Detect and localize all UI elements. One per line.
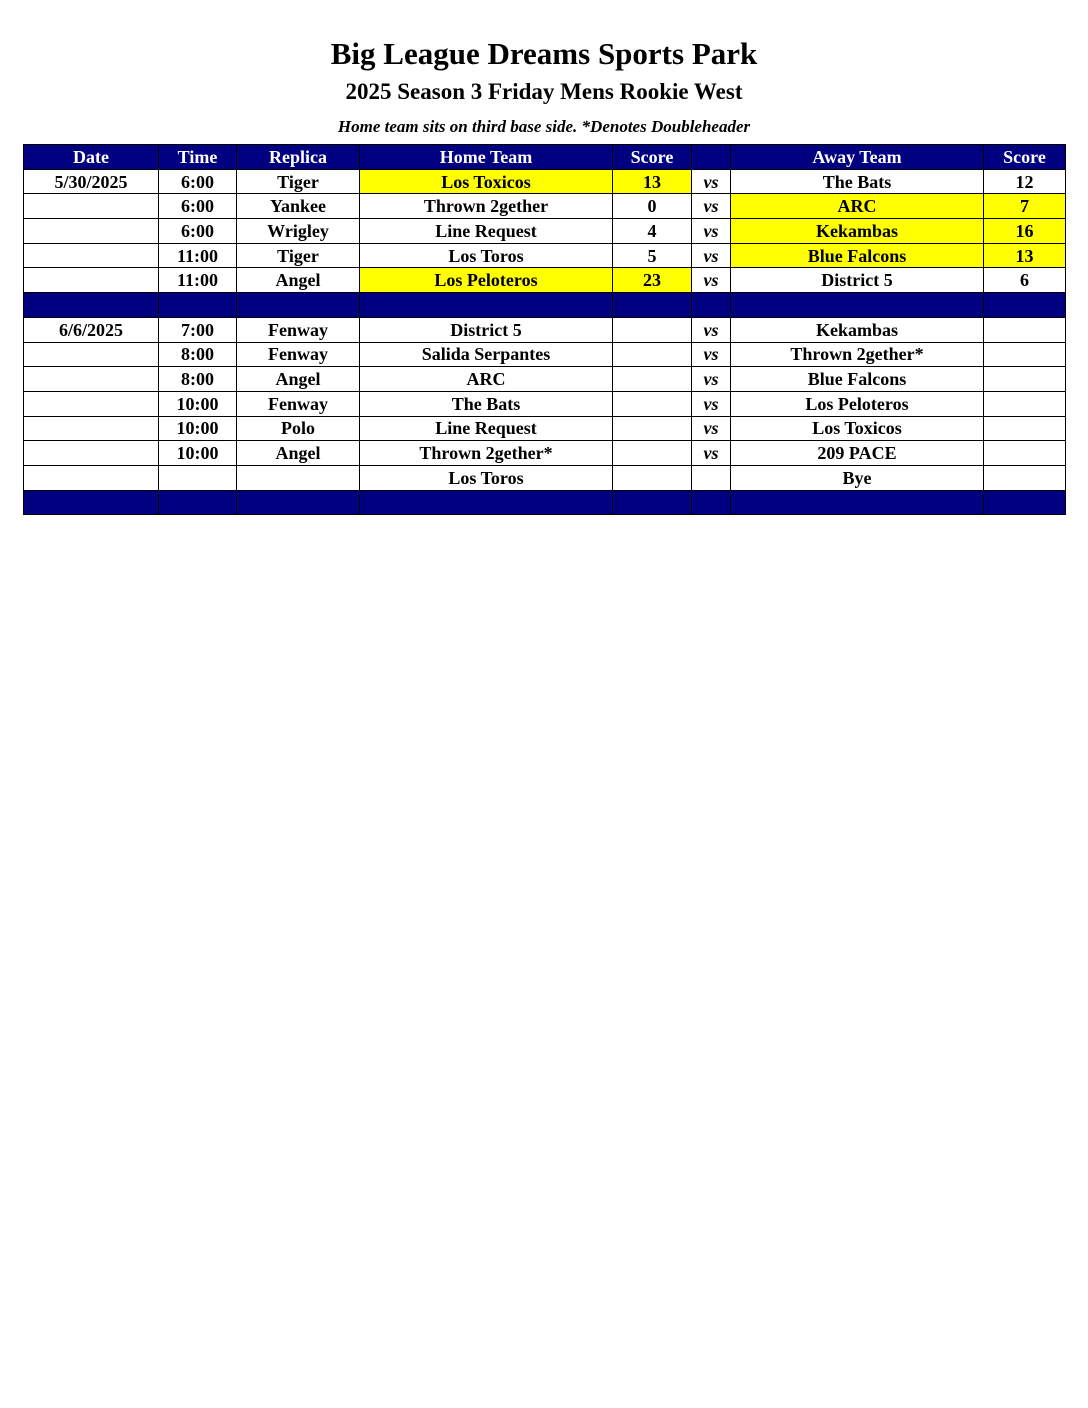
separator-cell <box>613 490 692 515</box>
cell-replica: Polo <box>237 416 360 441</box>
separator-cell <box>360 293 613 318</box>
cell-home-team: ARC <box>360 367 613 392</box>
cell-away-score <box>984 367 1066 392</box>
cell-home-score: 4 <box>613 219 692 244</box>
header-away-score: Score <box>984 145 1066 170</box>
separator-cell <box>613 293 692 318</box>
cell-home-score: 13 <box>613 169 692 194</box>
separator-cell <box>159 293 237 318</box>
cell-home-score <box>613 465 692 490</box>
cell-away-team: Thrown 2gether* <box>731 342 984 367</box>
cell-time: 8:00 <box>159 367 237 392</box>
cell-away-score <box>984 416 1066 441</box>
cell-away-score <box>984 342 1066 367</box>
cell-home-team: Salida Serpantes <box>360 342 613 367</box>
cell-home-score <box>613 342 692 367</box>
cell-date <box>24 342 159 367</box>
cell-vs: vs <box>692 391 731 416</box>
cell-vs: vs <box>692 194 731 219</box>
cell-home-team: Line Request <box>360 219 613 244</box>
cell-time: 11:00 <box>159 243 237 268</box>
separator-cell <box>692 293 731 318</box>
header-home-team: Home Team <box>360 145 613 170</box>
cell-date <box>24 194 159 219</box>
table-row <box>24 194 1066 219</box>
separator-cell <box>731 490 984 515</box>
cell-vs: vs <box>692 219 731 244</box>
cell-vs: vs <box>692 169 731 194</box>
cell-vs: vs <box>692 243 731 268</box>
header-home-score: Score <box>613 145 692 170</box>
separator-row <box>24 293 1066 318</box>
cell-date <box>24 416 159 441</box>
cell-time: 10:00 <box>159 416 237 441</box>
cell-away-score <box>984 391 1066 416</box>
cell-replica: Fenway <box>237 391 360 416</box>
cell-time: 8:00 <box>159 342 237 367</box>
cell-away-team: Blue Falcons <box>731 243 984 268</box>
cell-away-score: 7 <box>984 194 1066 219</box>
table-row <box>24 268 1066 293</box>
separator-cell <box>24 490 159 515</box>
schedule-body <box>24 169 1066 515</box>
table-row <box>24 317 1066 342</box>
cell-away-score: 12 <box>984 169 1066 194</box>
cell-replica: Angel <box>237 367 360 392</box>
cell-replica: Wrigley <box>237 219 360 244</box>
cell-home-team: Los Toxicos <box>360 169 613 194</box>
cell-away-team: District 5 <box>731 268 984 293</box>
schedule-table <box>23 144 1066 515</box>
table-row <box>24 416 1066 441</box>
separator-cell <box>24 293 159 318</box>
header-replica: Replica <box>237 145 360 170</box>
cell-date <box>24 391 159 416</box>
cell-home-team: Los Toros <box>360 465 613 490</box>
table-row <box>24 219 1066 244</box>
separator-cell <box>360 490 613 515</box>
cell-vs: vs <box>692 416 731 441</box>
cell-home-team: Thrown 2gether <box>360 194 613 219</box>
page-title: Big League Dreams Sports Park <box>330 36 758 71</box>
separator-row <box>24 490 1066 515</box>
cell-home-score <box>613 367 692 392</box>
cell-replica <box>237 465 360 490</box>
header-vs <box>692 145 731 170</box>
separator-cell <box>731 293 984 318</box>
cell-away-team: Bye <box>731 465 984 490</box>
cell-date <box>24 219 159 244</box>
cell-replica: Fenway <box>237 317 360 342</box>
cell-away-team: Kekambas <box>731 317 984 342</box>
separator-cell <box>237 490 360 515</box>
cell-home-team: Thrown 2gether* <box>360 441 613 466</box>
cell-time: 6:00 <box>159 219 237 244</box>
table-row <box>24 367 1066 392</box>
cell-away-team: Kekambas <box>731 219 984 244</box>
cell-vs <box>692 465 731 490</box>
cell-home-team: The Bats <box>360 391 613 416</box>
separator-cell <box>159 490 237 515</box>
cell-home-score <box>613 391 692 416</box>
cell-away-team: Blue Falcons <box>731 367 984 392</box>
cell-replica: Tiger <box>237 169 360 194</box>
table-row <box>24 243 1066 268</box>
table-row <box>24 391 1066 416</box>
cell-replica: Angel <box>237 268 360 293</box>
cell-home-team: Line Request <box>360 416 613 441</box>
cell-home-team: Los Peloteros <box>360 268 613 293</box>
separator-cell <box>692 490 731 515</box>
cell-vs: vs <box>692 268 731 293</box>
cell-vs: vs <box>692 317 731 342</box>
cell-away-score <box>984 465 1066 490</box>
cell-time: 10:00 <box>159 391 237 416</box>
cell-date: 5/30/2025 <box>24 169 159 194</box>
cell-home-team: District 5 <box>360 317 613 342</box>
cell-replica: Fenway <box>237 342 360 367</box>
header-date: Date <box>24 145 159 170</box>
cell-time: 10:00 <box>159 441 237 466</box>
header-away-team: Away Team <box>731 145 984 170</box>
table-header-row <box>24 145 1066 170</box>
cell-home-score <box>613 416 692 441</box>
cell-date <box>24 441 159 466</box>
cell-away-team: The Bats <box>731 169 984 194</box>
table-row <box>24 169 1066 194</box>
cell-vs: vs <box>692 342 731 367</box>
cell-away-score: 13 <box>984 243 1066 268</box>
cell-replica: Tiger <box>237 243 360 268</box>
cell-away-score: 16 <box>984 219 1066 244</box>
cell-time: 6:00 <box>159 194 237 219</box>
cell-home-score <box>613 317 692 342</box>
table-row <box>24 342 1066 367</box>
cell-replica: Yankee <box>237 194 360 219</box>
cell-time: 6:00 <box>159 169 237 194</box>
cell-time <box>159 465 237 490</box>
cell-away-team: ARC <box>731 194 984 219</box>
header-time: Time <box>159 145 237 170</box>
cell-vs: vs <box>692 441 731 466</box>
doubleheader-note: Home team sits on third base side. *Denotes Doubleheader <box>337 117 751 136</box>
cell-time: 11:00 <box>159 268 237 293</box>
cell-away-score: 6 <box>984 268 1066 293</box>
cell-home-score: 0 <box>613 194 692 219</box>
separator-cell <box>984 293 1066 318</box>
cell-date <box>24 268 159 293</box>
cell-date: 6/6/2025 <box>24 317 159 342</box>
cell-away-score <box>984 441 1066 466</box>
cell-date <box>24 367 159 392</box>
cell-home-team: Los Toros <box>360 243 613 268</box>
separator-cell <box>984 490 1066 515</box>
separator-cell <box>237 293 360 318</box>
cell-replica: Angel <box>237 441 360 466</box>
cell-vs: vs <box>692 367 731 392</box>
table-row <box>24 441 1066 466</box>
page-subtitle: 2025 Season 3 Friday Mens Rookie West <box>345 79 743 104</box>
cell-home-score: 5 <box>613 243 692 268</box>
cell-home-score <box>613 441 692 466</box>
table-row <box>24 465 1066 490</box>
cell-home-score: 23 <box>613 268 692 293</box>
cell-time: 7:00 <box>159 317 237 342</box>
cell-date <box>24 243 159 268</box>
cell-away-team: Los Peloteros <box>731 391 984 416</box>
cell-date <box>24 465 159 490</box>
cell-away-score <box>984 317 1066 342</box>
cell-away-team: Los Toxicos <box>731 416 984 441</box>
cell-away-team: 209 PACE <box>731 441 984 466</box>
